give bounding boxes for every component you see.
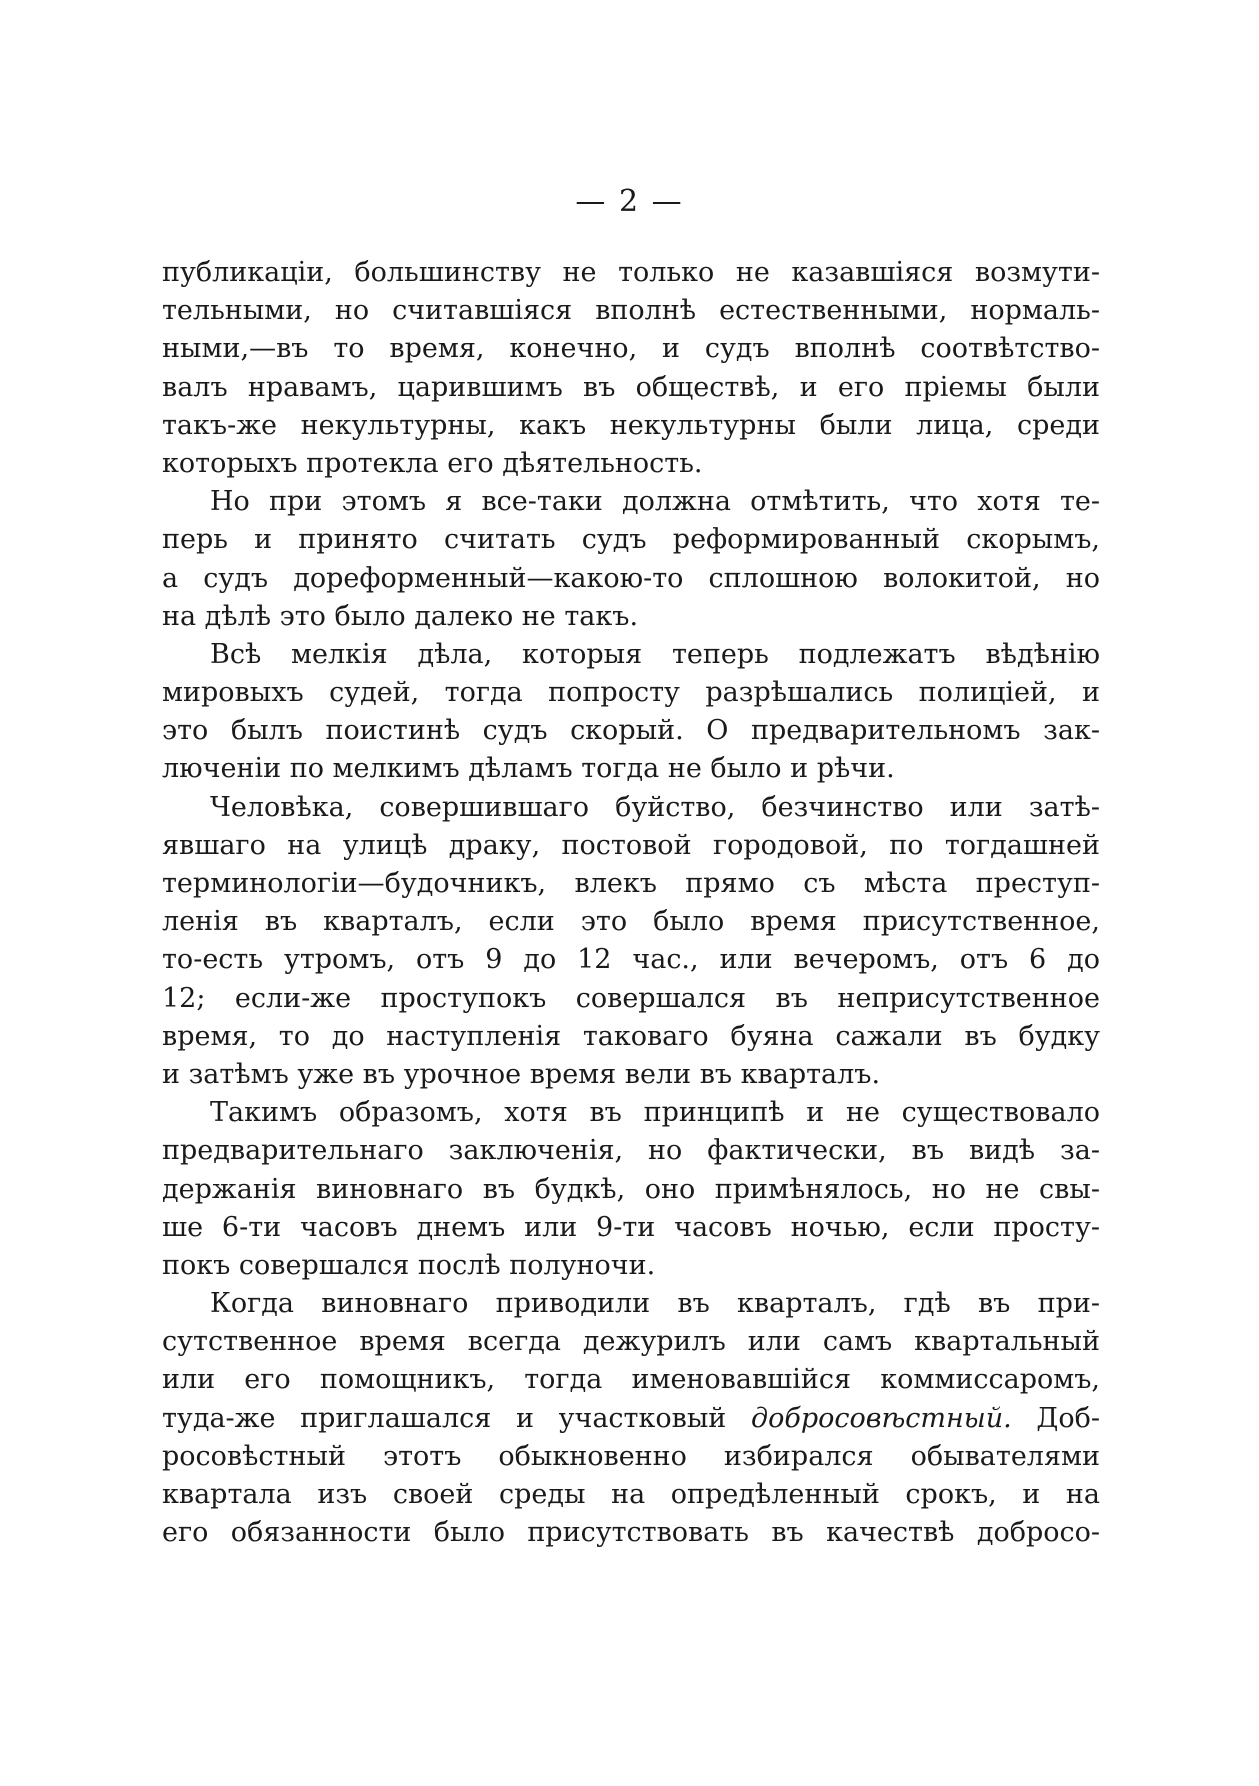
text-line: и затѣмъ уже въ урочное время вели въ кварталъ. [162, 1058, 881, 1090]
text-line: 12; если-же проступокъ совершался въ неприсутственное [162, 982, 1100, 1014]
text-line: ными,—въ то время, конечно, и судъ вполнѣ соотвѣтство- [162, 333, 1100, 365]
paragraph [162, 1094, 1100, 1285]
text-line: Всѣ мелкія дѣла, которыя теперь подлежатъ вѣдѣнію [210, 638, 1100, 670]
text-line: а судъ дореформенный—какою-то сплошною волокитой, но [162, 562, 1100, 594]
text-line: это былъ поистинѣ судъ скорый. О предварительномъ зак- [162, 715, 1100, 747]
paragraph [162, 636, 1100, 789]
body-text [162, 254, 1100, 1552]
paragraph [162, 789, 1100, 1095]
text-line: росовѣстный этотъ обыкновенно избирался обывателями [162, 1440, 1100, 1472]
text-line: которыхъ протекла его дѣятельность. [162, 447, 703, 479]
text-line: Такимъ образомъ, хотя въ принципѣ и не существовало [210, 1097, 1100, 1129]
text-line: на дѣлѣ это было далеко не такъ. [162, 600, 639, 632]
text-line: или его помощникъ, тогда именовавшійся коммиссаромъ, [162, 1364, 1100, 1396]
text-line: то-есть утромъ, отъ 9 до 12 час., или вечеромъ, отъ 6 до [162, 944, 1100, 976]
text-line: его обязанности было присутствовать въ качествѣ добросо- [162, 1517, 1100, 1549]
text-line: Но при этомъ я все-таки должна отмѣтить, что хотя те- [210, 486, 1100, 518]
text-line: перь и принято считать судъ реформированный скорымъ, [162, 524, 1100, 556]
page-number: — 2 — [575, 184, 684, 219]
text-line: квартала изъ своей среды на опредѣленный срокъ, и на [162, 1479, 1100, 1510]
text-segment: Доб- [1036, 1402, 1100, 1434]
paragraph [162, 1285, 1100, 1552]
text-line: публикаціи, большинству не только не казавшіяся возмути- [162, 257, 1100, 288]
text-line: ленія въ кварталъ, если это было время присутственное, [162, 906, 1100, 938]
text-line-with-emphasis [162, 1400, 1100, 1438]
text-line: предварительнаго заключенія, но фактически, въ видѣ за- [162, 1135, 1100, 1167]
text-line: тельными, но считавшіяся вполнѣ естественными, нормаль- [162, 295, 1100, 327]
text-line: ше 6-ти часовъ днемъ или 9-ти часовъ ночью, если просту- [162, 1211, 1100, 1243]
text-line: Когда виновнаго приводили въ кварталъ, гдѣ въ при- [210, 1288, 1100, 1320]
text-line: люченіи по мелкимъ дѣламъ тогда не было и рѣчи. [162, 753, 895, 785]
paragraph [162, 483, 1100, 636]
text-line: сутственное время всегда дежурилъ или самъ квартальный [162, 1326, 1100, 1358]
text-line: время, то до наступленія таковаго буяна сажали въ будку [162, 1020, 1100, 1052]
text-line: валъ нравамъ, царившимъ въ обществѣ, и его пріемы были [162, 371, 1100, 403]
text-line: держанія виновнаго въ будкѣ, оно примѣнялось, но не свы- [162, 1173, 1100, 1205]
text-line: такъ-же некультурны, какъ некультурны были лица, среди [162, 409, 1100, 441]
text-line: мировыхъ судей, тогда попросту разрѣшались полицiей, и [162, 677, 1100, 709]
text-line: терминологіи—будочникъ, влекъ прямо съ мѣста преступ- [162, 868, 1100, 899]
paragraph [162, 254, 1100, 483]
text-line: покъ совершался послѣ полуночи. [162, 1249, 656, 1281]
emphasized-word: добросовѣстный. [750, 1402, 1012, 1434]
text-line: Человѣка, совершившаго буйство, безчинство или затѣ- [210, 791, 1100, 823]
text-line: явшаго на улицѣ драку, постовой городовой, по тогдашней [162, 829, 1100, 861]
text-segment: туда-же приглашался и участковый [162, 1402, 727, 1434]
